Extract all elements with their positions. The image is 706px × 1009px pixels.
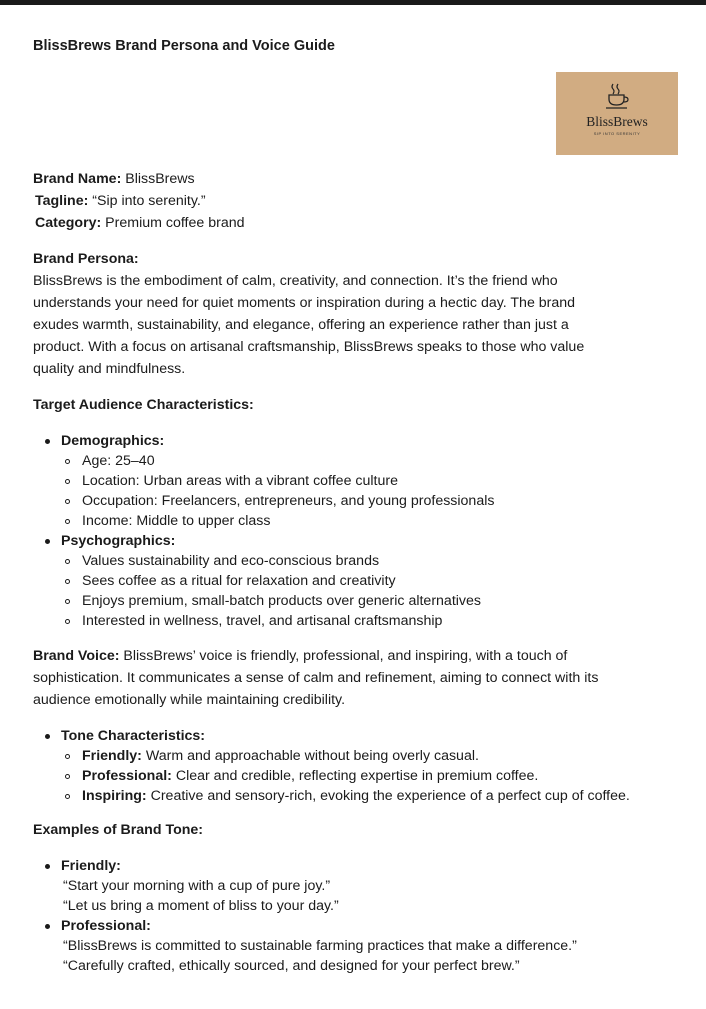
sub-bullet-icon xyxy=(65,459,70,464)
sub-bullet-icon xyxy=(65,754,70,759)
brand-name-label: Brand Name: xyxy=(33,171,122,187)
tone-item: Professional: Clear and credible, reflecting expertise in premium coffee. xyxy=(82,768,539,784)
persona-heading: Brand Persona: xyxy=(33,251,139,267)
sub-bullet-icon xyxy=(65,559,70,564)
logo-tagline: SIP INTO SERENITY xyxy=(593,131,641,136)
tagline-line xyxy=(35,193,206,209)
brand-voice-line: audience emotionally while maintaining credibility. xyxy=(33,692,346,708)
audience-heading: Target Audience Characteristics: xyxy=(33,397,254,413)
persona-text-line: understands your need for quiet moments or inspiration during a hectic day. The brand xyxy=(33,295,576,311)
category-label: Category: xyxy=(35,215,102,231)
persona-text-line: exudes warmth, sustainability, and elegance, offering an experience rather than just a xyxy=(33,317,569,333)
coffee-cup-icon xyxy=(604,82,630,112)
brand-voice-line: Brand Voice: BlissBrews’ voice is friendly, professional, and inspiring, with a touch of xyxy=(33,648,568,664)
tagline-label: Tagline: xyxy=(35,193,89,209)
persona-text-line: product. With a focus on artisanal craftsmanship, BlissBrews speaks to those who value xyxy=(33,339,585,355)
brand-voice-label: Brand Voice: xyxy=(33,648,120,664)
brand-name-value: BlissBrews xyxy=(121,171,195,187)
demographics-item: Income: Middle to upper class xyxy=(82,513,271,529)
brand-logo xyxy=(556,72,678,155)
sub-bullet-icon xyxy=(65,499,70,504)
demographics-item: Location: Urban areas with a vibrant coffee culture xyxy=(82,473,398,489)
category-line xyxy=(35,215,245,231)
professional-label: Professional: xyxy=(61,918,151,934)
tone-item: Friendly: Warm and approachable without being overly casual. xyxy=(82,748,479,764)
demographics-item: Occupation: Freelancers, entrepreneurs, and young professionals xyxy=(82,493,495,509)
professional-example: “BlissBrews is committed to sustainable farming practices that make a difference.” xyxy=(63,938,577,954)
bullet-icon xyxy=(45,864,50,869)
sub-bullet-icon xyxy=(65,519,70,524)
tone-characteristics-label: Tone Characteristics: xyxy=(61,728,206,744)
psychographics-item: Values sustainability and eco-conscious brands xyxy=(82,553,380,569)
examples-heading: Examples of Brand Tone: xyxy=(33,822,204,838)
brand-voice-line: sophistication. It communicates a sense of calm and refinement, aiming to connect with its xyxy=(33,670,599,686)
sub-bullet-icon xyxy=(65,479,70,484)
sub-bullet-icon xyxy=(65,599,70,604)
sub-bullet-icon xyxy=(65,794,70,799)
category-value: Premium coffee brand xyxy=(101,215,245,231)
psychographics-label: Psychographics: xyxy=(61,533,176,549)
psychographics-item: Sees coffee as a ritual for relaxation and creativity xyxy=(82,573,396,589)
brand-name-line xyxy=(33,171,195,187)
bullet-icon xyxy=(45,439,50,444)
bullet-icon xyxy=(45,924,50,929)
persona-text-line: BlissBrews is the embodiment of calm, creativity, and connection. It’s the friend who xyxy=(33,273,558,289)
sub-bullet-icon xyxy=(65,619,70,624)
bullet-icon xyxy=(45,539,50,544)
sub-bullet-icon xyxy=(65,774,70,779)
friendly-example: “Start your morning with a cup of pure joy.” xyxy=(63,878,331,894)
demographics-item: Age: 25–40 xyxy=(82,453,155,469)
demographics-label: Demographics: xyxy=(61,433,165,449)
persona-text-line: quality and mindfulness. xyxy=(33,361,186,377)
sub-bullet-icon xyxy=(65,579,70,584)
bullet-icon xyxy=(45,734,50,739)
top-bar xyxy=(0,0,706,5)
logo-name: BlissBrews xyxy=(586,114,648,129)
friendly-example: “Let us bring a moment of bliss to your day.” xyxy=(63,898,339,914)
page-title: BlissBrews Brand Persona and Voice Guide xyxy=(33,38,335,54)
psychographics-item: Enjoys premium, small-batch products over generic alternatives xyxy=(82,593,481,609)
professional-example: “Carefully crafted, ethically sourced, and designed for your perfect brew.” xyxy=(63,958,520,974)
psychographics-item: Interested in wellness, travel, and artisanal craftsmanship xyxy=(82,613,443,629)
tagline-value: “Sip into serenity.” xyxy=(88,193,206,209)
friendly-label: Friendly: xyxy=(61,858,121,874)
tone-item: Inspiring: Creative and sensory-rich, evoking the experience of a perfect cup of coffee. xyxy=(82,788,630,804)
